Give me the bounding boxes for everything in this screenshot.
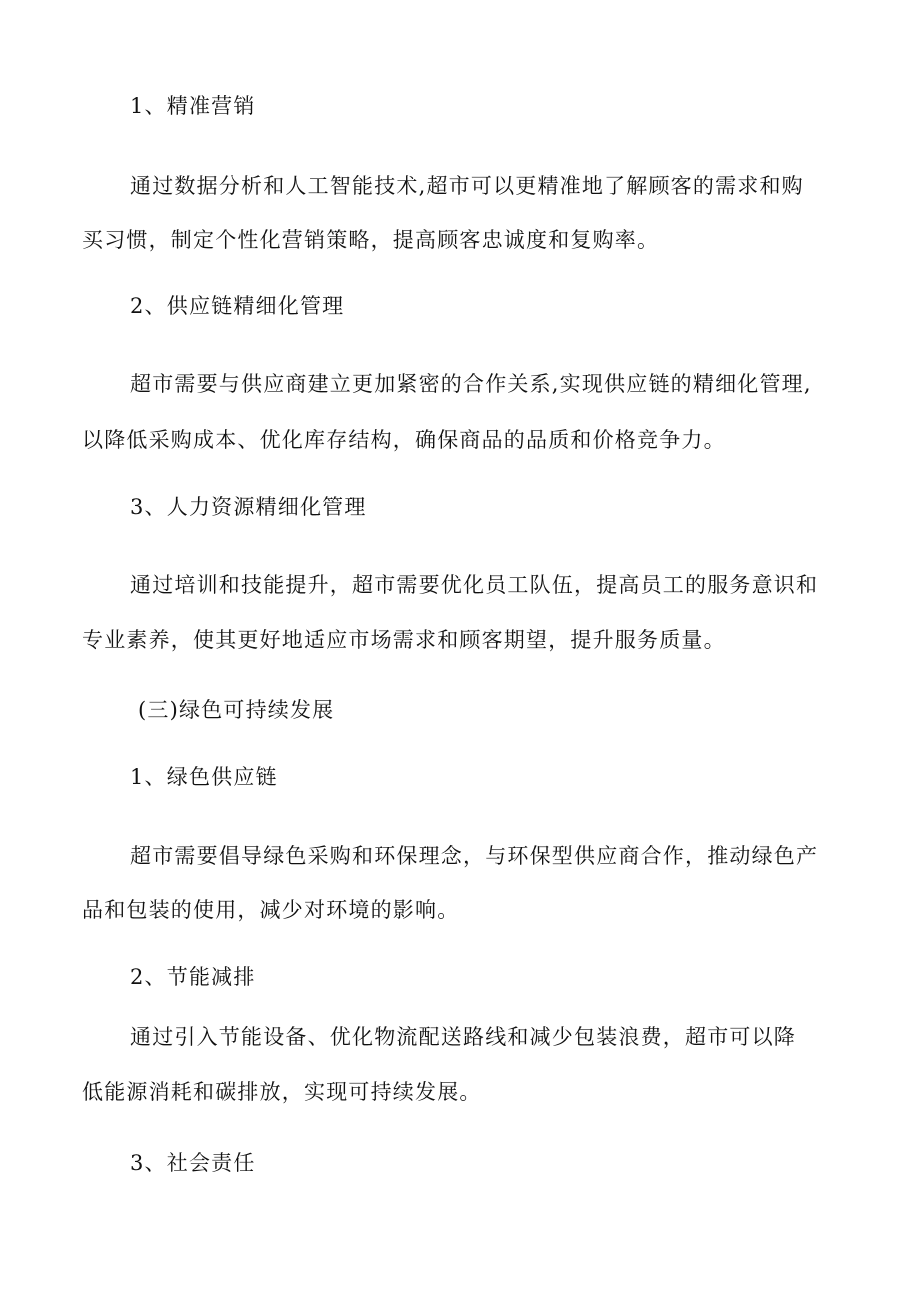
paragraph-precision-marketing-line-1: 通过数据分析和人工智能技术,超市可以更精准地了解顾客的需求和购 xyxy=(130,174,804,198)
paragraph-energy-saving-line-1: 通过引入节能设备、优化物流配送路线和减少包装浪费，超市可以降 xyxy=(130,1025,796,1049)
paragraph-hr-line-2: 专业素养，使其更好地适应市场需求和顾客期望，提升服务质量。 xyxy=(82,628,726,652)
paragraph-green-supply-chain-line-2: 品和包装的使用，减少对环境的影响。 xyxy=(82,898,460,922)
heading-precision-marketing: 1、精准营销 xyxy=(130,94,256,118)
heading-green-supply-chain: 1、绿色供应链 xyxy=(130,765,278,789)
heading-hr-management: 3、人力资源精细化管理 xyxy=(130,495,367,519)
section-title-green-sustainable: (三)绿色可持续发展 xyxy=(138,698,335,722)
heading-supply-chain-management: 2、供应链精细化管理 xyxy=(130,294,345,318)
paragraph-energy-saving-line-2: 低能源消耗和碳排放，实现可持续发展。 xyxy=(82,1080,482,1104)
heading-energy-saving: 2、节能减排 xyxy=(130,965,256,989)
paragraph-hr-line-1: 通过培训和技能提升，超市需要优化员工队伍，提高员工的服务意识和 xyxy=(130,573,819,597)
paragraph-supply-chain-line-1: 超市需要与供应商建立更加紧密的合作关系,实现供应链的精细化管理, xyxy=(130,372,812,396)
paragraph-precision-marketing-line-2: 买习惯，制定个性化营销策略，提高顾客忠诚度和复购率。 xyxy=(82,228,660,252)
heading-social-responsibility: 3、社会责任 xyxy=(130,1151,256,1175)
paragraph-green-supply-chain-line-1: 超市需要倡导绿色采购和环保理念，与环保型供应商合作，推动绿色产 xyxy=(130,844,819,868)
paragraph-supply-chain-line-2: 以降低采购成本、优化库存结构，确保商品的品质和价格竞争力。 xyxy=(82,428,726,452)
